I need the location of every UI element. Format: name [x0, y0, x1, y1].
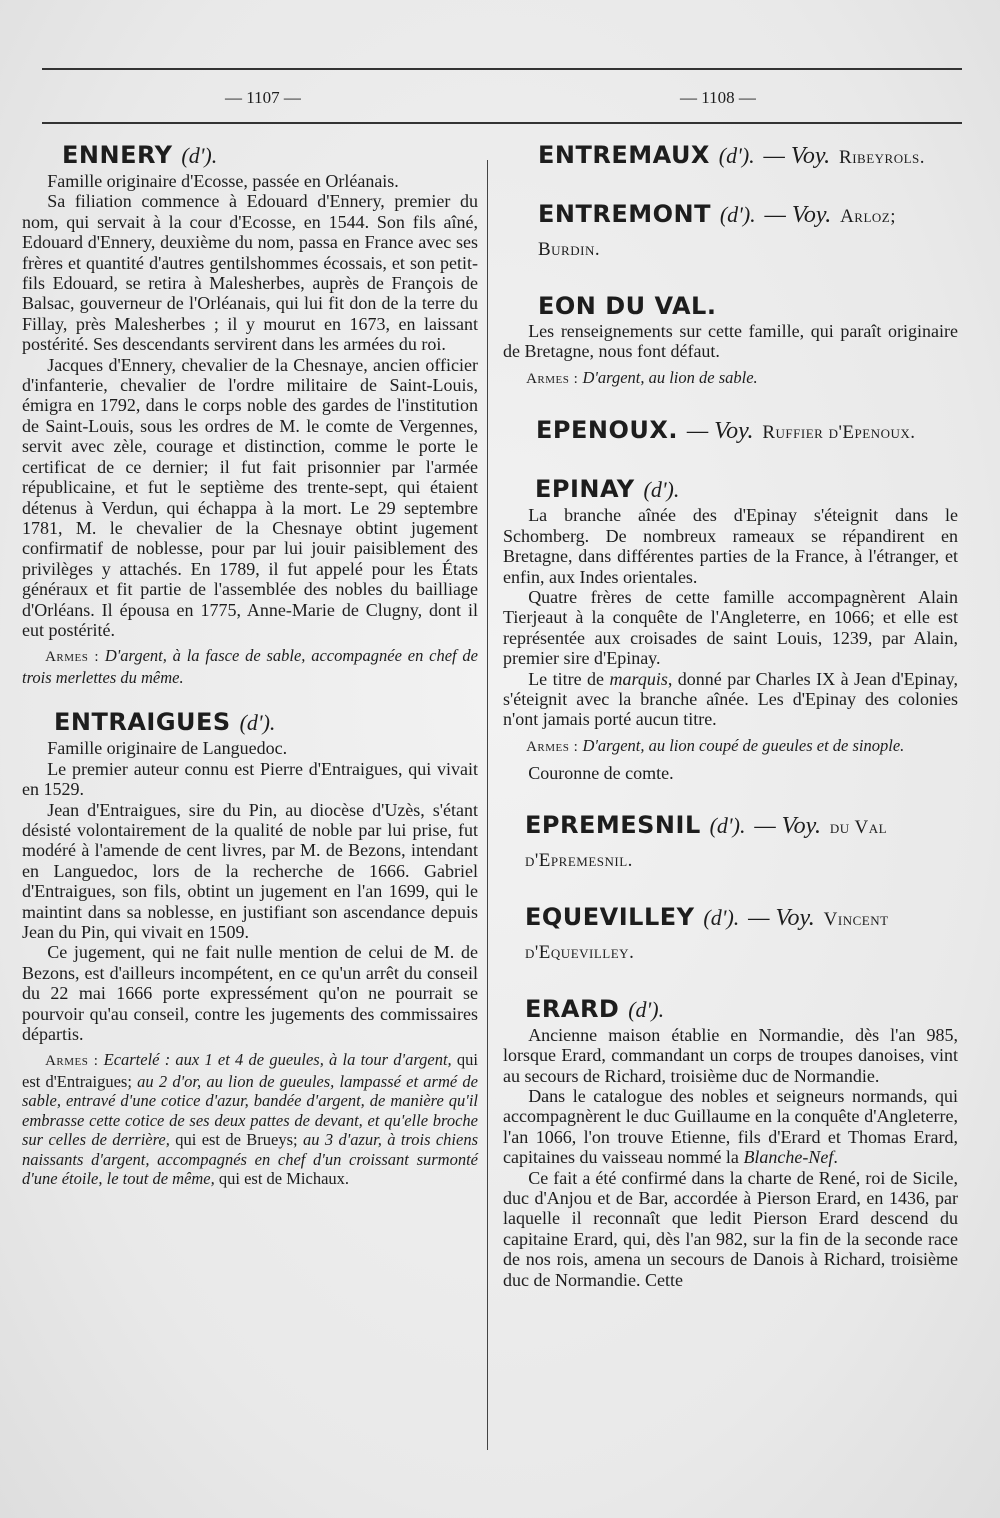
paragraph: Sa filiation commence à Edouard d'Ennery, premier du nom, qui servait à la cour d'Ecosse, en 1544. Son fils aîné, Edouard d'Ennery, deuxième du nom, passa en France avec ses frères et quantité d'autres gentilshommes écossais, et son petit-fils Edouard, se retira à Malesherbes, auprès de François de Balsac, gouverneur de l'Orléanais, qui lui fit don de la terre du Fillay, près Malesherbes ; il y mourut en 1673, en laissant postérité. Ses descendants servirent dans les armées du roi.	[22, 191, 478, 355]
entry-heading: ENTRAIGUES (d').	[54, 708, 276, 737]
arms-description: Armes : D'argent, au lion de sable.	[526, 367, 758, 387]
entry-heading: ERARD (d').	[525, 994, 665, 1023]
entry-heading: EQUEVILLEY (d'). — Voy. Vincent d'Equevilley.	[525, 902, 889, 963]
entry-epinay	[503, 474, 958, 783]
page-number-right: — 1108 —	[680, 88, 756, 107]
paragraph: Couronne de comte.	[528, 763, 674, 784]
entry-heading: EON DU VAL.	[538, 292, 717, 320]
entry-heading: ENNERY (d').	[62, 141, 218, 169]
entry-heading: ENTREMAUX (d'). — Voy. Ribeyrols.	[538, 141, 926, 169]
entry-ennery	[22, 140, 478, 687]
paragraph: Ce fait a été confirmé dans la charte de René, roi de Sicile, duc d'Anjou et de Bar, accordée à Pierson Erard, en 1436, par laquelle il reconnaît que ledit Pierson Erard descend du capitaine Erard, qui, dès l'an 982, sur la fin de la seconde race de nos rois, amena un secours de Danois à Richard, troisième duc de Normandie. Cette	[503, 1167, 958, 1290]
right-column	[503, 140, 958, 1290]
paragraph: Famille originaire de Languedoc.	[47, 738, 288, 759]
paragraph: Famille originaire d'Ecosse, passée en Orléanais.	[47, 171, 399, 191]
entry-equevilley	[503, 902, 958, 968]
entry-entremaux	[503, 140, 958, 173]
entry-heading: ENTREMONT (d'). — Voy. Arloz; Burdin.	[538, 200, 897, 260]
header-rule	[42, 122, 962, 124]
arms-description: Armes : D'argent, au lion coupé de gueules et de sinople.	[526, 735, 905, 755]
entry-heading: EPINAY (d').	[535, 475, 680, 504]
entry-epenoux	[503, 415, 958, 448]
paragraph: Le titre de marquis, donné par Charles IX à Jean d'Epinay, s'éteignit avec la branche aînée. Les d'Epinay des colonies n'ont jamais porté aucun titre.	[503, 668, 959, 730]
paragraph: La branche aînée des d'Epinay s'éteignit dans le Schomberg. De nombreux rameaux se répandirent en Bretagne, dans différentes parties de la France, à l'étranger, et enfin, aux Indes orientales.	[503, 505, 958, 587]
paragraph: Jacques d'Ennery, chevalier de la Chesnaye, ancien officier d'infanterie, chevalier de l'ordre militaire de Saint-Louis, émigra en 1792, dans le corps noble des gardes de l'institution de Saint-Louis, sous les ordres de M. le comte de Vergennes, servit avec zèle, courage et distinction, comme le porte le certificat de ce dernier; il fut fait prisonnier par l'armée républicaine, et fut le septième des trente-sept, qui étaient détenus à Verdun, qui échappa à la mort. Le 29 septembre 1781, M. le chevalier de la Chesnaye obtint jugement confirmatif de noblesse, pour par lui jouir paisiblement des privilèges y attachés. En 1789, il fut appelé pour les États généraux et fit partie de l'assemblée des nobles du bailliage d'Orléans. Il épousa en 1775, Anne-Marie de Clugny, dont il eut postérité.	[22, 354, 478, 640]
top-rule	[42, 68, 962, 70]
arms-description: Armes : Ecartelé : aux 1 et 4 de gueules, à la tour d'argent, qui est d'Entraigues; au 2 d'or, au lion de gueules, lampassé et armé de sable, entravé d'une cotice d'azur, bandée d'argent, de manière qu'il embrasse cette cotice de ses deux pattes de devant, et qu'elle broche sur celles de derrière, qui est de Brueys; au 3 d'azur, à trois chiens naissants d'argent, accompagnés en chef d'un croissant surmonté d'une étoile, le tout de même, qui est de Michaux.	[22, 1050, 479, 1189]
arms-description: Armes : D'argent, à la fasce de sable, accompagnée en chef de trois merlettes du même.	[22, 646, 479, 687]
paragraph: Le premier auteur connu est Pierre d'Entraigues, qui vivait en 1529.	[22, 758, 478, 800]
entry-heading: EPREMESNIL (d'). — Voy. du Val d'Epremesnil.	[525, 810, 888, 871]
entry-eon-du-val	[503, 291, 958, 389]
entry-entremont	[503, 199, 958, 265]
paragraph: Dans le catalogue des nobles et seigneurs normands, qui accompagnèrent le duc Guillaume en la conquête d'Angleterre, l'an 1066, l'on trouve Etienne, fils d'Erard et Thomas Erard, capitaines du vaisseau nommé la Blanche-Nef.	[503, 1085, 958, 1168]
entry-erard	[503, 994, 958, 1290]
entry-heading: EPENOUX. — Voy. Ruffier d'Epenoux.	[536, 416, 916, 445]
page-number-left: — 1107 —	[225, 88, 301, 107]
paragraph: Quatre frères de cette famille accompagnèrent Alain Tierjeaut à la conquête de l'Angleterre, en 1066; et elle est représentée aux croisades de saint Louis, 1239, par Alain, premier sire d'Epinay.	[503, 586, 958, 669]
entry-entraigues	[22, 707, 478, 1189]
left-column	[22, 140, 478, 1189]
paragraph: Ancienne maison établie en Normandie, dès l'an 985, lorsque Erard, commandant un corps de troupes danoises, vint au secours de Richard, troisième duc de Normandie.	[503, 1024, 958, 1086]
entry-epremesnil	[503, 810, 958, 876]
paragraph: Jean d'Entraigues, sire du Pin, au diocèse d'Uzès, s'étant désisté volontairement de la qualité de noble par lui prise, fut modéré à l'amende de cent livres, par M. de Bezons, intendant en Languedoc, lors de la recherche de 1666. Gabriel d'Entraigues, son fils, obtint un jugement en l'an 1699, qui le maintint dans sa noblesse, en justifiant son ascendance depuis Jean du Pin, qui vivait en 1509.	[22, 799, 478, 942]
paragraph: Ce jugement, qui ne fait nulle mention de celui de M. de Bezons, est d'ailleurs incompétent, en ce qu'un arrêt du conseil du 22 mai 1666 porte expressément qu'on ne pourrait se pourvoir qu'au conseil, contre les jugements des commissaires départis.	[22, 942, 478, 1045]
column-separator	[487, 160, 488, 1450]
paragraph: Les renseignements sur cette famille, qui paraît originaire de Bretagne, nous font défaut.	[503, 321, 958, 362]
